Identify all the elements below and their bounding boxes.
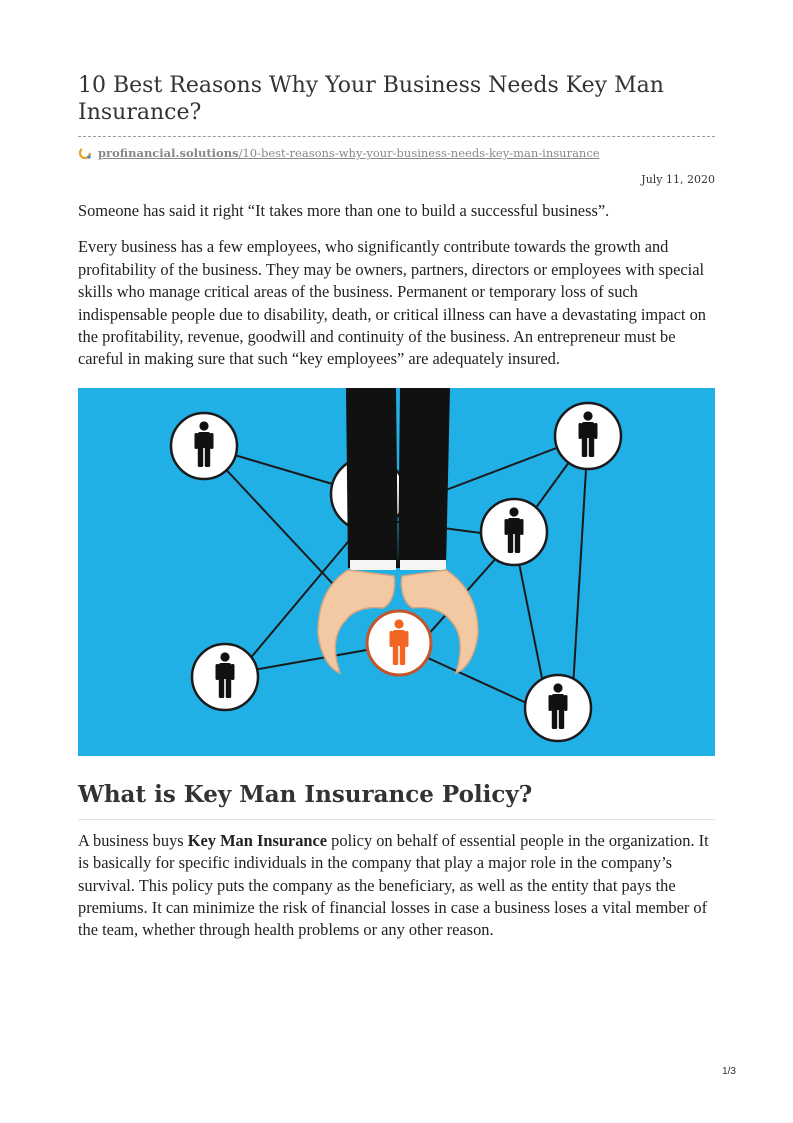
hero-image <box>78 388 715 756</box>
body-paragraph: Every business has a few employees, who significantly contribute towards the growth and profitability of the business. They may be owners, partners, directors or employees with special skills who manage critical areas of the business. Permanent or temporary loss of such indispensable people due to disability, death, or critical illness can have a devastating impact on the profitability, revenue, goodwill and continuity of the business. An entrepreneur must be careful in making sure that such “key employees” are adequately insured. <box>78 237 706 369</box>
source-path: /10-best-reasons-why-your-business-needs-key-man-insurance <box>238 146 600 160</box>
source-link-row <box>78 146 715 160</box>
section-divider <box>78 819 715 820</box>
page-title: 10 Best Reasons Why Your Business Needs Key Man Insurance? <box>78 73 664 125</box>
section-rest: policy on behalf of essential people in the organization. It is basically for specific individuals in the company that play a major role in the company’s survival. This policy puts the company as the beneficiary, as well as the entity that pays the premiums. It can minimize the risk of financial losses in case a business loses a vital member of the team, whether through health problems or any other reason. <box>78 830 709 940</box>
source-domain: profinancial.solutions <box>98 146 239 160</box>
source-url-link[interactable] <box>98 146 600 160</box>
site-logo-icon <box>78 146 92 160</box>
section-bold-term: Key Man Insurance <box>187 830 328 850</box>
publish-date: July 11, 2020 <box>641 173 715 186</box>
article <box>78 72 715 942</box>
intro-paragraph: Someone has said it right “It takes more than one to build a successful business”. <box>78 201 610 220</box>
section-lead: A business buys <box>78 830 188 850</box>
page-number: 1/3 <box>722 1066 736 1077</box>
title-divider <box>78 136 715 137</box>
section-heading: What is Key Man Insurance Policy? <box>78 780 533 808</box>
section-paragraph <box>78 830 715 942</box>
network-people-illustration <box>78 388 715 756</box>
